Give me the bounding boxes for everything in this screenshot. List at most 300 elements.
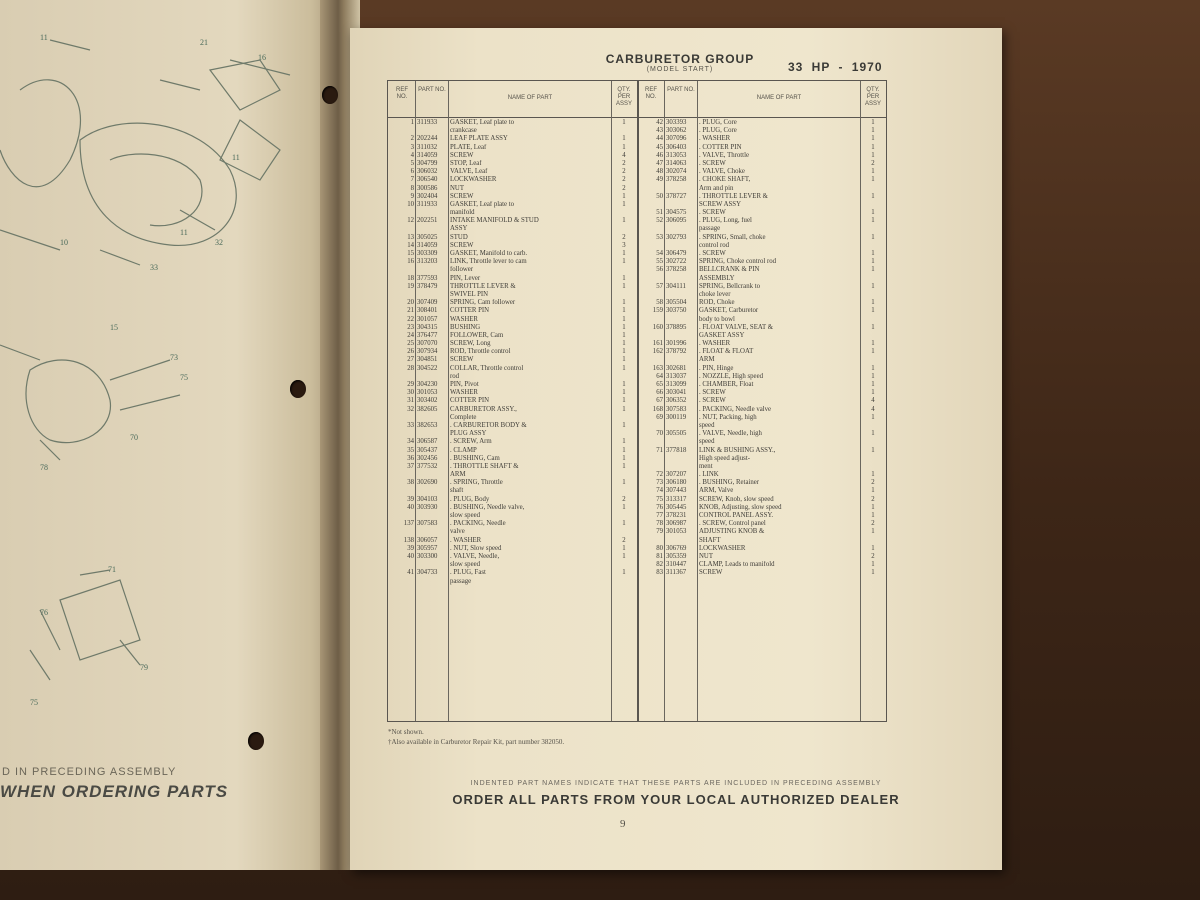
part-name-cell: . FLOAT & FLOAT <box>699 348 754 356</box>
part-number-cell: 303062 <box>666 127 687 135</box>
table-row <box>388 209 637 217</box>
part-number-cell: 303393 <box>666 119 687 126</box>
part-name-cell: PIN, Lever <box>450 274 481 282</box>
part-name-cell: . VALVE, Needle, high <box>699 430 762 438</box>
table-row <box>637 144 886 152</box>
table-row <box>388 176 637 184</box>
table-row <box>388 430 637 438</box>
part-number-cell: 304851 <box>417 356 438 364</box>
table-row <box>637 422 886 430</box>
svg-text:21: 21 <box>200 38 208 47</box>
part-number-cell: 307409 <box>417 299 438 307</box>
table-row <box>637 348 886 356</box>
part-number-cell: 301053 <box>666 528 687 536</box>
ref-cell: 54 <box>656 250 663 257</box>
part-number-cell: 304733 <box>417 569 438 577</box>
part-name-cell: SPRING, Cam follower <box>450 299 516 307</box>
qty-cell: 1 <box>871 528 875 536</box>
part-number-cell: 378258 <box>666 176 687 184</box>
ref-cell: 1 <box>410 119 414 126</box>
ref-cell: 43 <box>656 127 663 135</box>
part-name-cell: SHAFT <box>699 536 721 544</box>
qty-cell: 1 <box>622 520 626 528</box>
part-name-cell: . PLUG, Core <box>699 119 737 126</box>
table-row <box>388 316 637 324</box>
part-name-cell: . PIN, Hinge <box>699 364 734 372</box>
table-header <box>388 81 637 118</box>
svg-text:16: 16 <box>258 53 266 62</box>
part-name-cell: control rod <box>699 241 730 249</box>
table-row <box>637 430 886 438</box>
part-number-cell: 313203 <box>417 258 438 266</box>
part-name-cell: COTTER PIN <box>450 307 490 315</box>
qty-cell: 1 <box>622 446 626 454</box>
part-name-cell: . WASHER <box>699 340 731 348</box>
table-row <box>388 201 637 209</box>
table-row <box>637 324 886 332</box>
header-name: NAME OF PART <box>756 95 802 101</box>
table-row <box>388 520 637 528</box>
ref-cell: 27 <box>407 356 414 364</box>
table-row <box>388 406 637 414</box>
table-row <box>637 455 886 463</box>
ref-cell: 24 <box>407 331 414 339</box>
table-row <box>637 316 886 324</box>
svg-text:75: 75 <box>30 698 38 707</box>
part-name-cell: ROD, Throttle control <box>450 348 511 356</box>
table-row <box>637 176 886 184</box>
svg-text:76: 76 <box>40 608 48 617</box>
table-row <box>637 545 886 553</box>
table-row <box>637 152 886 160</box>
qty-cell: 1 <box>871 348 875 356</box>
table-row <box>637 119 886 127</box>
note-repair-kit: †Also available in Carburetor Repair Kit, part number 382050. <box>388 738 565 746</box>
part-number-cell: 377593 <box>417 274 438 282</box>
qty-cell: 1 <box>871 143 875 151</box>
ref-cell: 67 <box>656 397 663 405</box>
ref-cell: 13 <box>407 233 414 241</box>
qty-cell: 1 <box>871 323 875 331</box>
ref-cell: 51 <box>656 209 663 217</box>
part-name-cell: PIN, Pivot <box>450 381 479 388</box>
qty-cell: 1 <box>871 544 875 552</box>
qty-cell: 1 <box>871 512 875 519</box>
ref-cell: 71 <box>656 446 663 454</box>
part-name-cell: . CLAMP <box>450 446 477 454</box>
part-number-cell: 307207 <box>666 471 687 479</box>
qty-cell: 3 <box>622 241 626 249</box>
ref-cell: 77 <box>656 512 663 519</box>
part-name-cell: SCREW ASSY <box>699 200 741 208</box>
table-row <box>388 356 637 364</box>
part-name-cell: . CHOKE SHAFT, <box>699 176 751 184</box>
part-number-cell: 314063 <box>666 159 687 167</box>
ref-cell: 46 <box>656 151 663 159</box>
table-row <box>388 496 637 504</box>
part-number-cell: 378792 <box>666 348 687 356</box>
part-name-cell: . SCREW <box>699 397 726 405</box>
table-row <box>388 193 637 201</box>
part-name-cell: LOCKWASHER <box>450 176 497 184</box>
part-name-cell: LEAF PLATE ASSY <box>450 135 508 143</box>
part-number-cell: 307583 <box>666 405 687 413</box>
part-name-cell: . PLUG, Body <box>450 495 490 503</box>
table-row <box>388 185 637 193</box>
part-name-cell: . WASHER <box>450 536 482 544</box>
ref-cell: 5 <box>410 159 414 167</box>
part-name-cell: . THROTTLE LEVER & <box>699 192 768 200</box>
part-number-cell: 377818 <box>666 446 687 454</box>
header-part: PART NO. <box>418 87 446 93</box>
ref-cell: 34 <box>407 438 414 446</box>
punch-hole <box>322 86 338 104</box>
part-number-cell: 307096 <box>666 135 687 143</box>
ref-cell: 23 <box>407 323 414 331</box>
left-page-footnote: D IN PRECEDING ASSEMBLY <box>2 766 177 778</box>
table-row <box>388 275 637 283</box>
ref-cell: 36 <box>407 454 414 462</box>
part-number-cell: 314059 <box>417 151 438 159</box>
ref-cell: 7 <box>410 176 414 184</box>
part-number-cell: 306095 <box>666 217 687 225</box>
part-name-cell: . PLUG, Core <box>699 127 737 135</box>
part-name-cell: ARM, Valve <box>699 487 734 495</box>
ref-cell: 50 <box>656 192 663 200</box>
part-number-cell: 305957 <box>417 544 438 552</box>
table-row <box>388 332 637 340</box>
table-row <box>388 578 637 586</box>
part-name-cell: . FLOAT VALVE, SEAT & <box>699 323 774 331</box>
part-number-cell: 305504 <box>666 299 687 307</box>
qty-cell: 1 <box>622 356 626 364</box>
table-row <box>637 471 886 479</box>
table-row <box>637 438 886 446</box>
table-row <box>637 185 886 193</box>
ref-cell: 38 <box>407 479 414 487</box>
table-row <box>388 242 637 250</box>
part-name-cell: FOLLOWER, Cam <box>450 331 504 339</box>
part-name-cell: GASKET, Leaf plate to <box>450 119 515 126</box>
table-row <box>637 193 886 201</box>
table-row <box>637 479 886 487</box>
part-name-cell: passage <box>450 577 472 585</box>
ref-cell: 163 <box>652 364 663 372</box>
qty-cell: 1 <box>871 266 875 274</box>
qty-cell: 2 <box>622 168 626 176</box>
qty-cell: 2 <box>871 495 875 503</box>
part-number-cell: 302456 <box>417 454 438 462</box>
part-name-cell: slow speed <box>450 512 481 519</box>
table-row <box>637 135 886 143</box>
table-row <box>637 283 886 291</box>
qty-cell: 1 <box>871 119 875 126</box>
qty-cell: 1 <box>871 258 875 266</box>
qty-cell: 1 <box>871 168 875 176</box>
part-number-cell: 302722 <box>666 258 687 266</box>
part-number-cell: 303041 <box>666 389 687 397</box>
part-name-cell: . SCREW, Control panel <box>699 520 766 528</box>
qty-cell: 2 <box>871 552 875 560</box>
qty-cell: 1 <box>622 552 626 560</box>
qty-cell: 1 <box>871 381 875 388</box>
part-number-cell: 306352 <box>666 397 687 405</box>
table-row <box>388 528 637 536</box>
part-number-cell: 302690 <box>417 479 438 487</box>
table-row <box>388 463 637 471</box>
ref-cell: 161 <box>652 340 663 348</box>
qty-cell: 1 <box>871 192 875 200</box>
part-number-cell: 306769 <box>666 544 687 552</box>
qty-cell: 1 <box>622 381 626 388</box>
header-part: PART NO. <box>667 87 695 93</box>
ref-cell: 33 <box>407 421 414 429</box>
header-ref: REF NO. <box>645 87 657 100</box>
part-name-cell: body to bowl <box>699 315 735 323</box>
table-row <box>637 463 886 471</box>
ref-cell: 40 <box>407 552 414 560</box>
part-number-cell: 202244 <box>417 135 438 143</box>
table-notes <box>388 727 564 747</box>
qty-cell: 4 <box>871 405 875 413</box>
table-row <box>637 266 886 274</box>
part-number-cell: 306180 <box>666 479 687 487</box>
table-row <box>388 299 637 307</box>
part-name-cell: SCREW <box>450 151 474 159</box>
ref-cell: 138 <box>403 536 414 544</box>
header-qty: QTY. PER ASSY <box>615 87 632 107</box>
table-row <box>388 422 637 430</box>
qty-cell: 1 <box>871 413 875 421</box>
table-row <box>388 307 637 315</box>
svg-text:33: 33 <box>150 263 158 272</box>
part-number-cell: 301996 <box>666 340 687 348</box>
part-name-cell: . BUSHING, Needle valve, <box>450 503 525 511</box>
table-row <box>637 127 886 135</box>
part-name-cell: choke lever <box>699 290 731 298</box>
table-row <box>388 487 637 495</box>
part-name-cell: manifold <box>450 209 475 217</box>
part-name-cell: BUSHING <box>450 323 481 331</box>
part-number-cell: 313099 <box>666 381 687 388</box>
table-row <box>637 496 886 504</box>
right-page <box>350 28 1002 870</box>
qty-cell: 1 <box>622 200 626 208</box>
ref-cell: 35 <box>407 446 414 454</box>
ref-cell: 159 <box>652 307 663 315</box>
part-number-cell: 303402 <box>417 397 438 405</box>
part-name-cell: ARM <box>450 471 466 479</box>
table-row <box>388 135 637 143</box>
ref-cell: 80 <box>656 544 663 552</box>
table-row <box>637 381 886 389</box>
part-number-cell: 308401 <box>417 307 438 315</box>
table-row <box>637 275 886 283</box>
ref-cell: 53 <box>656 233 663 241</box>
punch-hole <box>290 380 306 398</box>
table-row <box>388 291 637 299</box>
ref-cell: 57 <box>656 282 663 290</box>
qty-cell: 1 <box>622 340 626 348</box>
page-subtitle: (MODEL START) <box>646 66 714 73</box>
ref-cell: 72 <box>656 471 663 479</box>
qty-cell: 1 <box>622 299 626 307</box>
table-row <box>388 537 637 545</box>
part-name-cell: . NUT, Slow speed <box>450 544 502 552</box>
part-number-cell: 302681 <box>666 364 687 372</box>
svg-text:11: 11 <box>40 33 48 42</box>
ref-cell: 15 <box>407 250 414 257</box>
part-name-cell: SCREW, Long <box>450 340 491 348</box>
part-name-cell: PLATE, Leaf <box>450 143 487 151</box>
part-name-cell: SCREW <box>450 192 474 200</box>
part-name-cell: WASHER <box>450 389 478 397</box>
part-name-cell: GASKET ASSY <box>699 331 745 339</box>
table-row <box>637 332 886 340</box>
table-rows-right <box>637 119 886 578</box>
part-number-cell: 302793 <box>666 233 687 241</box>
table-row <box>637 447 886 455</box>
qty-cell: 1 <box>871 430 875 438</box>
part-name-cell: . PACKING, Needle <box>450 520 506 528</box>
part-number-cell: 311933 <box>417 200 438 208</box>
part-number-cell: 202251 <box>417 217 438 225</box>
qty-cell: 1 <box>622 307 626 315</box>
qty-cell: 1 <box>622 438 626 446</box>
part-number-cell: 306479 <box>666 250 687 257</box>
qty-cell: 1 <box>622 192 626 200</box>
svg-text:70: 70 <box>130 433 138 442</box>
ref-cell: 19 <box>407 282 414 290</box>
table-row <box>388 455 637 463</box>
qty-cell: 1 <box>622 397 626 405</box>
qty-cell: 1 <box>871 569 875 577</box>
qty-cell: 2 <box>622 159 626 167</box>
svg-text:73: 73 <box>170 353 178 362</box>
part-name-cell: . COTTER PIN <box>699 143 742 151</box>
ref-cell: 49 <box>656 176 663 184</box>
ref-cell: 29 <box>407 381 414 388</box>
part-name-cell: COTTER PIN <box>450 397 490 405</box>
ref-cell: 4 <box>410 151 414 159</box>
table-row <box>388 397 637 405</box>
qty-cell: 1 <box>871 389 875 397</box>
qty-cell: 1 <box>871 151 875 159</box>
ref-cell: 65 <box>656 381 663 388</box>
qty-cell: 4 <box>871 397 875 405</box>
left-page <box>0 0 338 870</box>
table-row <box>637 397 886 405</box>
ref-cell: 18 <box>407 274 414 282</box>
part-number-cell: 310447 <box>666 561 687 569</box>
table-row <box>637 209 886 217</box>
part-number-cell: 304111 <box>666 282 686 290</box>
table-row <box>388 152 637 160</box>
table-row <box>637 406 886 414</box>
svg-text:75: 75 <box>180 373 188 382</box>
note-not-shown: *Not shown. <box>388 728 424 736</box>
part-name-cell: PLUG ASSY <box>450 430 487 438</box>
part-number-cell: 311367 <box>666 569 687 577</box>
ref-cell: 37 <box>407 462 414 470</box>
part-name-cell: BELLCRANK & PIN <box>699 266 760 274</box>
qty-cell: 1 <box>622 331 626 339</box>
table-row <box>388 471 637 479</box>
part-number-cell: 303930 <box>417 503 438 511</box>
ref-cell: 82 <box>656 561 663 569</box>
qty-cell: 1 <box>871 250 875 257</box>
part-name-cell: valve <box>450 528 465 536</box>
table-header <box>637 81 886 118</box>
part-number-cell: 313053 <box>666 151 687 159</box>
svg-text:10: 10 <box>60 238 68 247</box>
qty-cell: 2 <box>871 520 875 528</box>
ref-cell: 16 <box>407 258 414 266</box>
table-row <box>637 512 886 520</box>
table-row <box>637 340 886 348</box>
part-number-cell: 307443 <box>666 487 687 495</box>
table-row <box>388 119 637 127</box>
table-row <box>388 225 637 233</box>
table-row <box>637 537 886 545</box>
part-number-cell: 303300 <box>417 552 438 560</box>
indent-note: INDENTED PART NAMES INDICATE THAT THESE PARTS ARE INCLUDED IN PRECEDING ASSEMBLY <box>470 780 882 787</box>
ref-cell: 22 <box>407 315 414 323</box>
qty-cell: 1 <box>871 446 875 454</box>
part-name-cell: . VALVE, Needle, <box>450 552 500 560</box>
part-name-cell: KNOB, Adjusting, slow speed <box>699 503 782 511</box>
parts-column-right <box>637 81 886 721</box>
table-row <box>388 217 637 225</box>
part-number-cell: 305505 <box>666 430 687 438</box>
qty-cell: 1 <box>622 258 626 266</box>
part-name-cell: LINK & BUSHING ASSY., <box>699 446 776 454</box>
ref-cell: 48 <box>656 168 663 176</box>
part-name-cell: VALVE, Leaf <box>450 168 488 176</box>
ref-cell: 20 <box>407 299 414 307</box>
ref-cell: 137 <box>403 520 414 528</box>
part-number-cell: 300119 <box>666 413 687 421</box>
part-name-cell: STOP, Leaf <box>450 159 482 167</box>
part-number-cell: 306987 <box>666 520 687 528</box>
table-row <box>637 201 886 209</box>
table-row <box>637 225 886 233</box>
qty-cell: 2 <box>622 536 626 544</box>
ref-cell: 160 <box>652 323 663 331</box>
table-row <box>388 389 637 397</box>
qty-cell: 1 <box>622 250 626 257</box>
table-row <box>637 528 886 536</box>
part-name-cell: speed <box>699 421 715 429</box>
part-name-cell: ROD, Choke <box>699 299 735 307</box>
ref-cell: 70 <box>656 430 663 438</box>
part-name-cell: . PLUG, Long, fuel <box>699 217 752 225</box>
part-number-cell: 378258 <box>666 266 687 274</box>
qty-cell: 1 <box>622 323 626 331</box>
qty-cell: 1 <box>622 503 626 511</box>
table-row <box>388 168 637 176</box>
part-name-cell: SCREW, Knob, slow speed <box>699 495 774 503</box>
qty-cell: 1 <box>871 503 875 511</box>
part-name-cell: SPRING, Bellcrank to <box>699 282 760 290</box>
ref-cell: 6 <box>410 168 414 176</box>
part-name-cell: ASSEMBLY <box>699 274 735 282</box>
part-name-cell: GASKET, Leaf plate to <box>450 200 515 208</box>
part-name-cell: NUT <box>699 552 713 560</box>
ref-cell: 14 <box>407 241 414 249</box>
table-row <box>637 299 886 307</box>
part-name-cell: . NOZZLE, High speed <box>699 372 763 380</box>
